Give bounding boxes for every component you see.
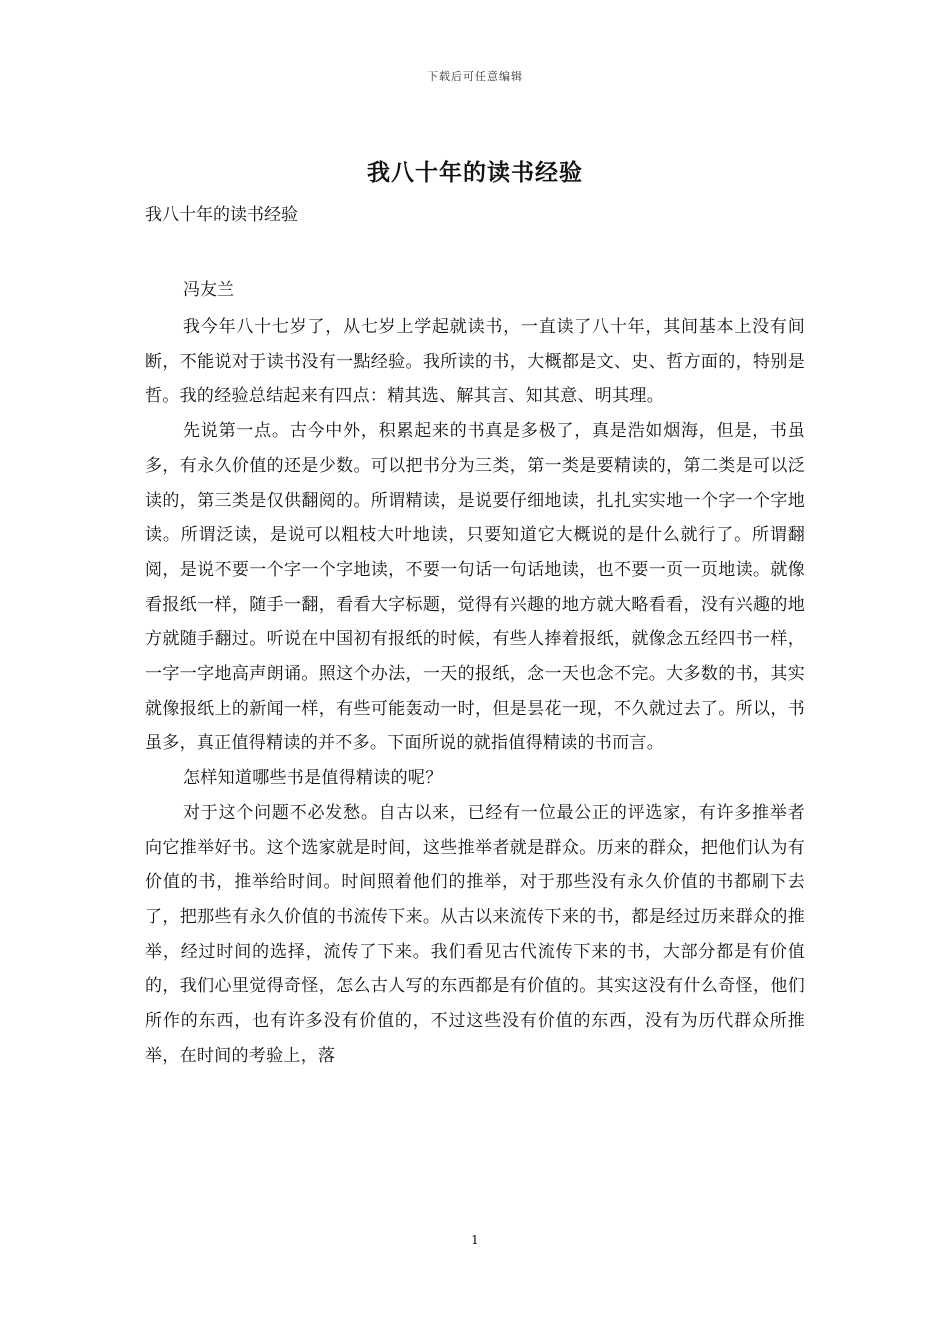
page-header-note: 下载后可任意编辑 — [427, 70, 523, 83]
author-name: 冯友兰 — [183, 280, 234, 300]
paragraph-3: 怎样知道哪些书是值得精读的呢？ — [183, 768, 443, 789]
paragraph-4: 对于这个问题不必发愁。自古以来，已经有一位最公正的评选家，有许多推举者向它推举好书。这个选家就是时间，这些推举者就是群众。历来的群众，把他们认为有价值的书，推举给时间。时间照着他们的推举，对于那些没有永久价值的书都刷下去了，把那些有永久价值的书流传下来。从古以来流传下来的书，都是经过历来群众的推举，经过时间的选择，流传了下来。我们看见古代流传下来的书，大部分都是有价值的，我们心里觉得奇怪，怎么古人写的东西都是有价值的。其实这没有什么奇怪，他们所作的东西，也有许多没有价值的，不过这些没有价值的东西，没有为历代群众所推举，在时间的考验上，落 — [145, 802, 805, 1066]
paragraph-1: 我今年八十七岁了，从七岁上学起就读书，一直读了八十年，其间基本上没有间断，不能说对于读书没有一點经验。我所读的书，大概都是文、史、哲方面的，特别是哲。我的经验总结起来有四点：精其选、解其言、知其意、明其理。 — [145, 317, 805, 407]
body-text — [145, 310, 805, 1073]
document-subtitle: 我八十年的读书经验 — [145, 205, 298, 225]
paragraph-2: 先说第一点。古今中外，积累起来的书真是多极了，真是浩如烟海，但是，书虽多，有永久价值的还是少数。可以把书分为三类，第一类是要精读的，第二类是可以泛读的，第三类是仅供翻阅的。所谓精读，是说要仔细地读，扎扎实实地一个字一个字地读。所谓泛读，是说可以粗枝大叶地读，只要知道它大概说的是什么就行了。所谓翻阅，是说不要一个字一个字地读，不要一句话一句话地读，也不要一页一页地读。就像看报纸一样，随手一翻，看看大字标题，觉得有兴趣的地方就大略看看，没有兴趣的地方就随手翻过。听说在中国初有报纸的时候，有些人捧着报纸，就像念五经四书一样，一字一字地高声朗诵。照这个办法，一天的报纸，念一天也念不完。大多数的书，其实就像报纸上的新闻一样，有些可能轰动一时，但是昙花一现，不久就过去了。所以，书虽多，真正值得精读的并不多。下面所说的就指值得精读的书而言。 — [145, 421, 805, 754]
page-number: 1 — [471, 1233, 479, 1247]
document-title: 我八十年的读书经验 — [367, 159, 583, 186]
